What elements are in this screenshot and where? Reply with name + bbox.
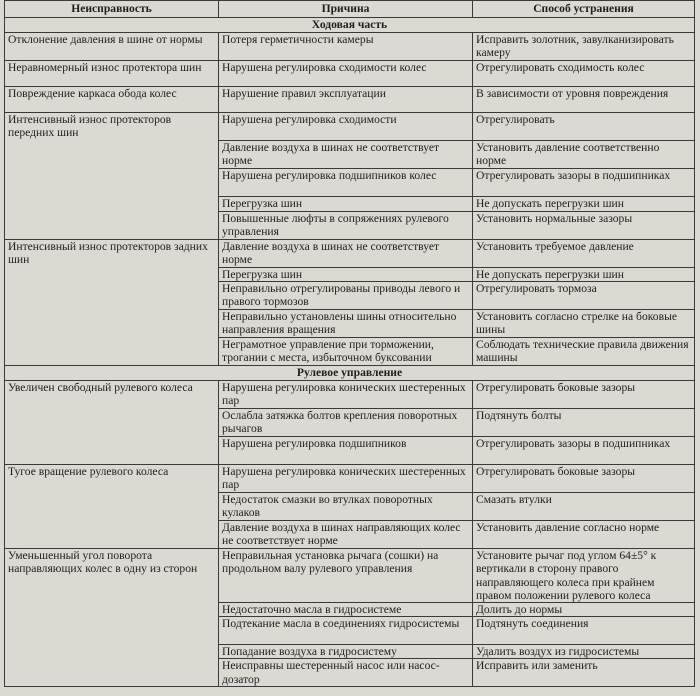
table-row [5,549,695,603]
cause-cell: Нарушена регулировка конических шестеренных пар [219,465,473,493]
remedy-cell: Долить до нормы [473,603,695,617]
remedy-cell: Отрегулировать зазоры в подшипниках [473,437,695,465]
table-row [5,465,695,493]
section-title: Ходовая часть [5,18,695,33]
cause-cell: Нарушена регулировка сходимости колес [219,61,473,87]
table-row [5,61,695,87]
cause-cell: Потеря герметичности камеры [219,33,473,61]
header-fault: Неисправность [5,1,219,18]
cause-cell: Нарушена регулировка сходимости [219,113,473,141]
fault-cell: Отклонение давления в шине от нормы [5,33,219,61]
remedy-cell: Исправить золотник, завулканизировать камеру [473,33,695,61]
table-header-row [5,1,695,18]
remedy-cell: Смазать втулки [473,493,695,521]
remedy-cell: Удалить воздух из гидросистемы [473,645,695,659]
remedy-cell: Отрегулировать [473,113,695,141]
remedy-cell: Отрегулировать сходимость колес [473,61,695,87]
cause-cell: Недостаток смазки во втулках поворотных кулаков [219,493,473,521]
cause-cell: Давление воздуха в шинах направляющих колес не соответствует норме [219,521,473,549]
remedy-cell: Соблюдать технические правила движения машины [473,338,695,366]
table-row [5,381,695,409]
remedy-cell: Подтянуть болты [473,409,695,437]
remedy-cell: Установить согласно стрелке на боковые шины [473,310,695,338]
header-remedy: Способ устранения [473,1,695,18]
table-row [5,240,695,268]
cause-cell: Попадание воздуха в гидросистему [219,645,473,659]
cause-cell: Подтекание масла в соединениях гидросистемы [219,617,473,645]
malfunctions-table [4,0,695,687]
remedy-cell: Установить требуемое давление [473,240,695,268]
cause-cell: Неграмотное управление при торможении, трогании с места, избыточном буксовании [219,338,473,366]
remedy-cell: Установить нормальные зазоры [473,212,695,240]
fault-cell: Интенсивный износ протекторов задних шин [5,240,219,366]
fault-cell: Уменьшенный угол поворота направляющих колес в одну из сторон [5,549,219,687]
remedy-cell: Не допускать перегрузки шин [473,268,695,282]
cause-cell: Повышенные люфты в сопряжениях рулевого управления [219,212,473,240]
table-body [5,18,695,687]
remedy-cell: Отрегулировать тормоза [473,282,695,310]
cause-cell: Перегрузка шин [219,268,473,282]
remedy-cell: Не допускать перегрузки шин [473,197,695,212]
cause-cell: Неправильно установлены шины относительно направления вращения [219,310,473,338]
remedy-cell: Отрегулировать боковые зазоры [473,465,695,493]
remedy-cell: Исправить или заменить [473,659,695,687]
remedy-cell: Подтянуть соединения [473,617,695,645]
cause-cell: Нарушение правил эксплуатации [219,87,473,113]
section-title: Рулевое управление [5,366,695,381]
remedy-cell: Установите рычаг под углом 64±5° к вертикали в сторону правого направляющего колеса при крайнем правом положении рулевого колеса [473,549,695,603]
remedy-cell: Отрегулировать боковые зазоры [473,381,695,409]
section-row [5,18,695,33]
cause-cell: Давление воздуха в шинах не соответствует норме [219,240,473,268]
cause-cell: Давление воздуха в шинах не соответствует норме [219,141,473,169]
remedy-cell: Отрегулировать зазоры в подшипниках [473,169,695,197]
cause-cell: Нарушена регулировка конических шестеренных пар [219,381,473,409]
fault-cell: Тугое вращение рулевого колеса [5,465,219,549]
cause-cell: Недостаточно масла в гидросистеме [219,603,473,617]
cause-cell: Перегрузка шин [219,197,473,212]
fault-cell: Неравномерный износ протектора шин [5,61,219,87]
remedy-cell: В зависимости от уровня повреждения [473,87,695,113]
section-row [5,366,695,381]
fault-cell: Интенсивный износ протекторов передних шин [5,113,219,240]
remedy-cell: Установить давление согласно норме [473,521,695,549]
fault-cell: Увеличен свободный рулевого колеса [5,381,219,465]
cause-cell: Ослабла затяжка болтов крепления поворотных рычагов [219,409,473,437]
cause-cell: Неправильная установка рычага (сошки) на продольном валу рулевого управления [219,549,473,603]
remedy-cell: Установить давление соответственно норме [473,141,695,169]
cause-cell: Неправильно отрегулированы приводы левого и правого тормозов [219,282,473,310]
table-row [5,33,695,61]
cause-cell: Неисправны шестеренный насос или насос-дозатор [219,659,473,687]
cause-cell: Нарушена регулировка подшипников [219,437,473,465]
header-cause: Причина [219,1,473,18]
table-row [5,87,695,113]
table-row [5,113,695,141]
cause-cell: Нарушена регулировка подшипников колес [219,169,473,197]
fault-cell: Повреждение каркаса обода колес [5,87,219,113]
